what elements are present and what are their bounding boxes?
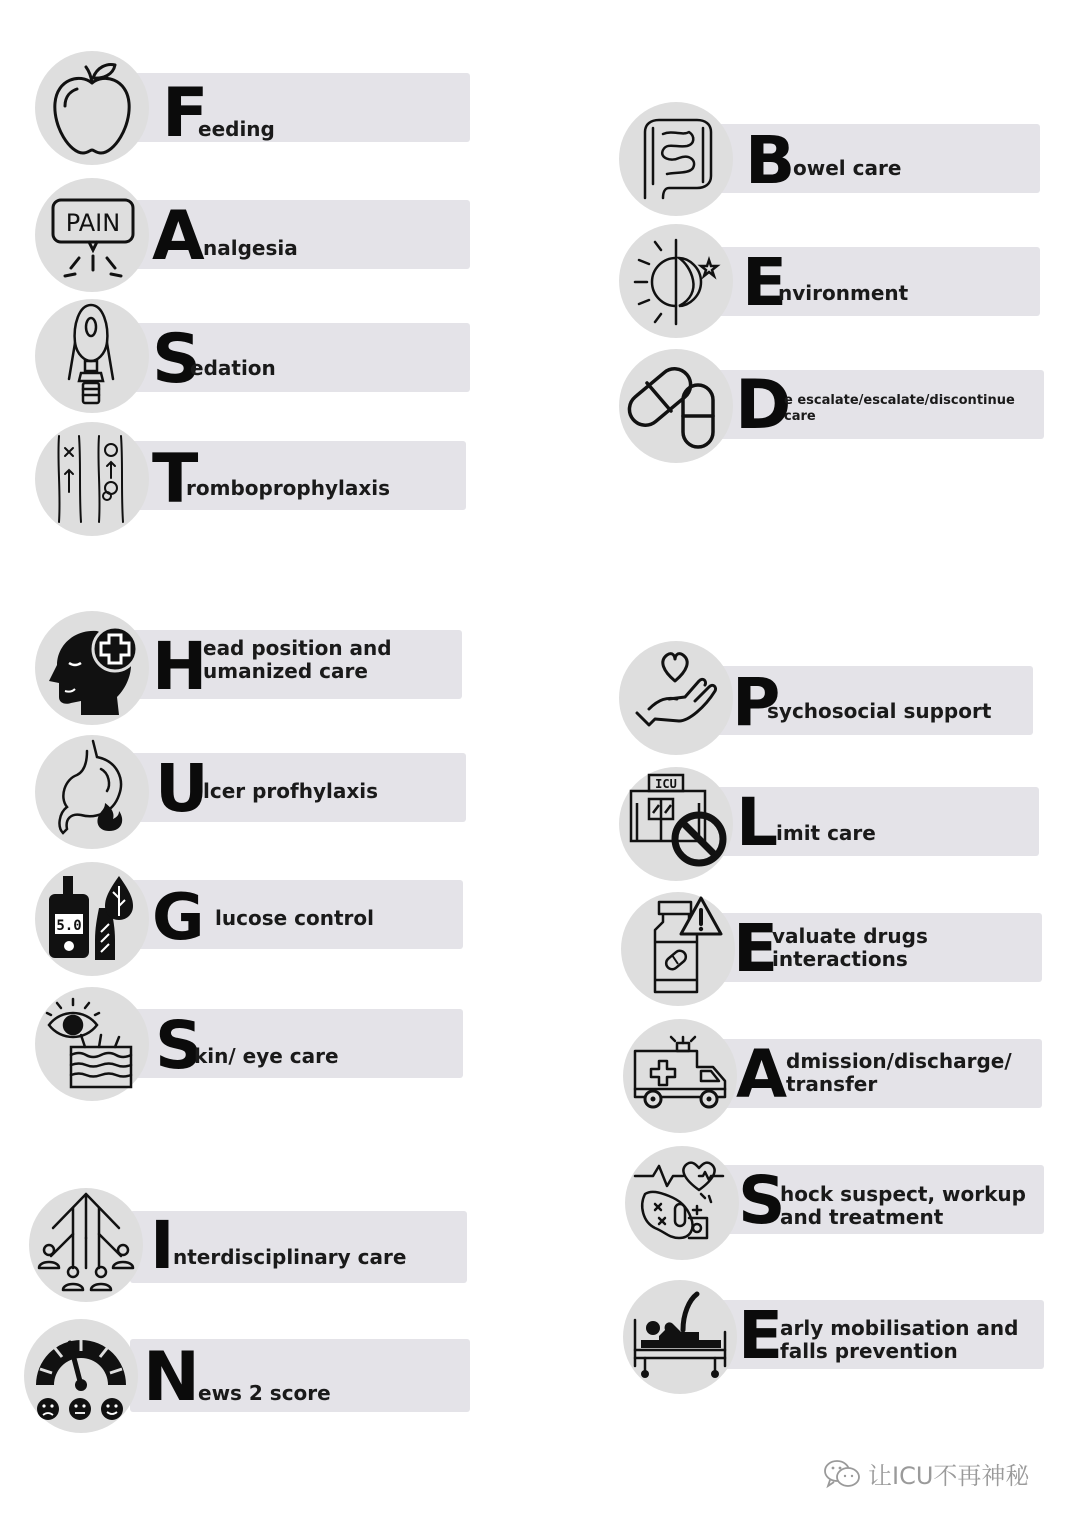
gauge-faces-icon	[24, 1319, 138, 1433]
letter: E	[738, 1297, 784, 1374]
letter: P	[732, 664, 781, 741]
wechat-icon	[822, 1458, 862, 1490]
label-text: sychosocial support	[767, 699, 992, 723]
label-text: romboprophylaxis	[186, 476, 391, 500]
watermark	[822, 1456, 1029, 1491]
icu-label: ICU	[655, 777, 677, 791]
eye-skin-icon	[35, 987, 149, 1101]
letter: I	[150, 1207, 175, 1284]
hand-heart-icon	[619, 641, 733, 755]
label-text: nvironment	[778, 281, 909, 305]
letter: D	[735, 366, 792, 445]
label-text: ead position and umanized care	[203, 636, 392, 683]
intestines-icon	[619, 102, 733, 216]
letter: N	[143, 1338, 200, 1417]
pills-icon	[619, 349, 733, 463]
letter: B	[745, 122, 796, 199]
letter: U	[155, 750, 209, 827]
legs-thrombosis-icon	[35, 422, 149, 536]
label-text: e escalate/escalate/discontinue care	[784, 393, 1015, 424]
watermark-text: 让ICU不再神秘	[868, 1462, 1030, 1490]
label-text: imit care	[776, 821, 876, 845]
label-text: dmission/discharge/ transfer	[786, 1049, 1012, 1096]
head-medical-cross-icon	[35, 611, 149, 725]
letter: F	[162, 74, 209, 153]
label-text: nterdisciplinary care	[173, 1245, 407, 1269]
letter: S	[738, 1162, 786, 1239]
letter: E	[742, 244, 788, 321]
label-text: valuate drugs interactions	[772, 924, 928, 971]
label-text: lcer profhylaxis	[203, 779, 379, 803]
letter: S	[155, 1007, 203, 1084]
letter: L	[736, 784, 779, 861]
label-text: lucose control	[215, 906, 374, 930]
letter: H	[152, 628, 208, 705]
letter: T	[152, 440, 199, 519]
letter: A	[152, 197, 205, 276]
label-text: edation	[190, 356, 276, 380]
label-text: hock suspect, workup and treatment	[780, 1182, 1026, 1229]
pain-text: PAIN	[65, 209, 121, 237]
letter: S	[152, 320, 201, 399]
glucose-reading: 5.0	[56, 918, 82, 934]
glucometer-icon	[35, 862, 149, 976]
icu-prohibited-icon	[619, 767, 733, 881]
oxygen-mask-icon	[35, 299, 149, 413]
letter: G	[152, 881, 205, 955]
label-text: ews 2 score	[198, 1381, 331, 1405]
team-network-icon	[29, 1188, 143, 1302]
label-text: kin/ eye care	[194, 1044, 339, 1068]
ambulance-icon	[623, 1019, 737, 1133]
label-text: nalgesia	[203, 236, 298, 260]
letter: A	[736, 1036, 788, 1113]
label-text: owel care	[793, 156, 902, 180]
stomach-fire-icon	[35, 735, 149, 849]
shock-heart-icon	[625, 1146, 739, 1260]
pain-sign-icon	[35, 178, 149, 292]
label-text: arly mobilisation and falls prevention	[780, 1316, 1019, 1363]
drug-warning-icon	[621, 892, 735, 1006]
apple-icon	[35, 51, 149, 165]
label-text: eeding	[198, 117, 275, 141]
sun-moon-icon	[619, 224, 733, 338]
hospital-bed-icon	[623, 1280, 737, 1394]
letter: E	[733, 910, 779, 987]
